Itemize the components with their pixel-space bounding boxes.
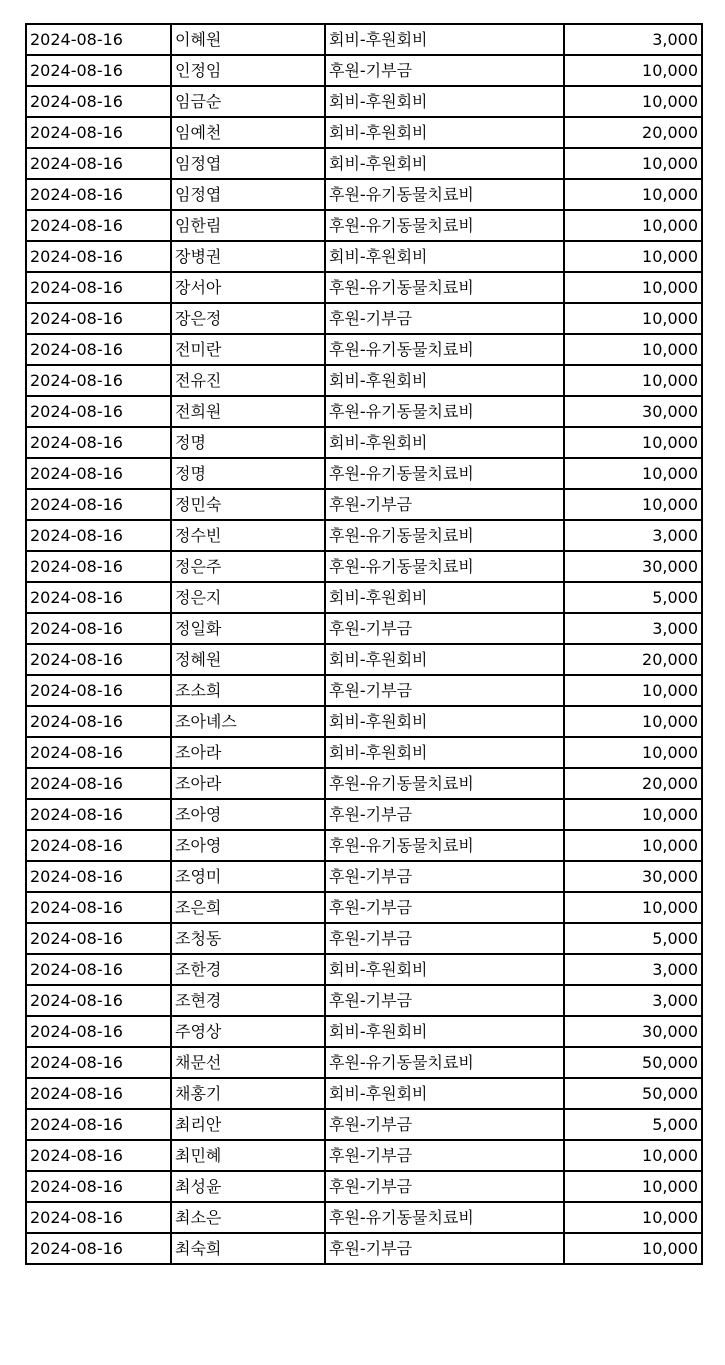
amount-cell: 10,000: [564, 241, 702, 272]
date-cell: 2024-08-16: [26, 241, 171, 272]
donor-name-cell: 임정엽: [171, 179, 325, 210]
donor-name-cell: 장서아: [171, 272, 325, 303]
category-cell: 후원-유기동물치료비: [325, 272, 564, 303]
category-cell: 후원-유기동물치료비: [325, 830, 564, 861]
table-row: [26, 86, 702, 117]
donor-name-cell: 최민혜: [171, 1140, 325, 1171]
category-cell: 후원-기부금: [325, 892, 564, 923]
amount-cell: 10,000: [564, 1202, 702, 1233]
donor-name-cell: 최성윤: [171, 1171, 325, 1202]
donor-name-cell: 조영미: [171, 861, 325, 892]
date-cell: 2024-08-16: [26, 1047, 171, 1078]
date-cell: 2024-08-16: [26, 1202, 171, 1233]
donor-name-cell: 임한림: [171, 210, 325, 241]
amount-cell: 10,000: [564, 86, 702, 117]
table-row: [26, 148, 702, 179]
category-cell: 회비-후원회비: [325, 241, 564, 272]
donor-name-cell: 채홍기: [171, 1078, 325, 1109]
amount-cell: 50,000: [564, 1078, 702, 1109]
amount-cell: 10,000: [564, 799, 702, 830]
category-cell: 회비-후원회비: [325, 1016, 564, 1047]
donor-name-cell: 정민숙: [171, 489, 325, 520]
amount-cell: 20,000: [564, 768, 702, 799]
amount-cell: 10,000: [564, 179, 702, 210]
amount-cell: 10,000: [564, 365, 702, 396]
date-cell: 2024-08-16: [26, 458, 171, 489]
donor-name-cell: 조현경: [171, 985, 325, 1016]
category-cell: 후원-기부금: [325, 55, 564, 86]
category-cell: 후원-기부금: [325, 861, 564, 892]
date-cell: 2024-08-16: [26, 861, 171, 892]
date-cell: 2024-08-16: [26, 1078, 171, 1109]
date-cell: 2024-08-16: [26, 303, 171, 334]
table-row: [26, 1016, 702, 1047]
date-cell: 2024-08-16: [26, 737, 171, 768]
date-cell: 2024-08-16: [26, 1171, 171, 1202]
ledger-body: [26, 24, 702, 1264]
date-cell: 2024-08-16: [26, 427, 171, 458]
date-cell: 2024-08-16: [26, 706, 171, 737]
table-row: [26, 272, 702, 303]
table-row: [26, 1202, 702, 1233]
date-cell: 2024-08-16: [26, 923, 171, 954]
table-row: [26, 1109, 702, 1140]
table-row: [26, 210, 702, 241]
donor-name-cell: 조아라: [171, 737, 325, 768]
date-cell: 2024-08-16: [26, 582, 171, 613]
category-cell: 회비-후원회비: [325, 1078, 564, 1109]
date-cell: 2024-08-16: [26, 954, 171, 985]
amount-cell: 10,000: [564, 830, 702, 861]
category-cell: 회비-후원회비: [325, 706, 564, 737]
category-cell: 후원-기부금: [325, 923, 564, 954]
donor-name-cell: 인정임: [171, 55, 325, 86]
donor-name-cell: 조소희: [171, 675, 325, 706]
donor-name-cell: 조아녜스: [171, 706, 325, 737]
table-row: [26, 923, 702, 954]
amount-cell: 20,000: [564, 117, 702, 148]
table-row: [26, 737, 702, 768]
date-cell: 2024-08-16: [26, 675, 171, 706]
date-cell: 2024-08-16: [26, 334, 171, 365]
amount-cell: 50,000: [564, 1047, 702, 1078]
category-cell: 회비-후원회비: [325, 365, 564, 396]
donor-name-cell: 정혜원: [171, 644, 325, 675]
amount-cell: 30,000: [564, 396, 702, 427]
donation-ledger-table: [25, 23, 703, 1265]
date-cell: 2024-08-16: [26, 365, 171, 396]
table-row: [26, 365, 702, 396]
category-cell: 후원-유기동물치료비: [325, 334, 564, 365]
donor-name-cell: 전미란: [171, 334, 325, 365]
table-row: [26, 985, 702, 1016]
donor-name-cell: 조아영: [171, 799, 325, 830]
date-cell: 2024-08-16: [26, 1016, 171, 1047]
table-row: [26, 24, 702, 55]
amount-cell: 10,000: [564, 706, 702, 737]
amount-cell: 5,000: [564, 1109, 702, 1140]
date-cell: 2024-08-16: [26, 1109, 171, 1140]
table-row: [26, 427, 702, 458]
table-row: [26, 1233, 702, 1264]
donor-name-cell: 정명: [171, 458, 325, 489]
category-cell: 회비-후원회비: [325, 427, 564, 458]
date-cell: 2024-08-16: [26, 613, 171, 644]
donor-name-cell: 채문선: [171, 1047, 325, 1078]
table-row: [26, 396, 702, 427]
donor-name-cell: 최숙희: [171, 1233, 325, 1264]
table-row: [26, 613, 702, 644]
amount-cell: 10,000: [564, 427, 702, 458]
date-cell: 2024-08-16: [26, 830, 171, 861]
category-cell: 후원-기부금: [325, 1233, 564, 1264]
amount-cell: 10,000: [564, 892, 702, 923]
date-cell: 2024-08-16: [26, 86, 171, 117]
table-row: [26, 706, 702, 737]
date-cell: 2024-08-16: [26, 489, 171, 520]
category-cell: 회비-후원회비: [325, 737, 564, 768]
category-cell: 후원-유기동물치료비: [325, 768, 564, 799]
date-cell: 2024-08-16: [26, 985, 171, 1016]
table-row: [26, 954, 702, 985]
date-cell: 2024-08-16: [26, 1140, 171, 1171]
category-cell: 후원-유기동물치료비: [325, 396, 564, 427]
date-cell: 2024-08-16: [26, 24, 171, 55]
donor-name-cell: 최소은: [171, 1202, 325, 1233]
amount-cell: 10,000: [564, 303, 702, 334]
donor-name-cell: 조은희: [171, 892, 325, 923]
table-row: [26, 179, 702, 210]
category-cell: 후원-기부금: [325, 613, 564, 644]
table-row: [26, 861, 702, 892]
donor-name-cell: 임정엽: [171, 148, 325, 179]
category-cell: 회비-후원회비: [325, 582, 564, 613]
category-cell: 후원-기부금: [325, 489, 564, 520]
amount-cell: 5,000: [564, 582, 702, 613]
date-cell: 2024-08-16: [26, 117, 171, 148]
donor-name-cell: 조청동: [171, 923, 325, 954]
date-cell: 2024-08-16: [26, 210, 171, 241]
amount-cell: 5,000: [564, 923, 702, 954]
category-cell: 후원-기부금: [325, 303, 564, 334]
table-row: [26, 334, 702, 365]
date-cell: 2024-08-16: [26, 644, 171, 675]
donor-name-cell: 조한경: [171, 954, 325, 985]
donor-name-cell: 전유진: [171, 365, 325, 396]
donor-name-cell: 정명: [171, 427, 325, 458]
category-cell: 회비-후원회비: [325, 117, 564, 148]
table-row: [26, 458, 702, 489]
donor-name-cell: 장병권: [171, 241, 325, 272]
category-cell: 회비-후원회비: [325, 24, 564, 55]
donor-name-cell: 조아라: [171, 768, 325, 799]
date-cell: 2024-08-16: [26, 396, 171, 427]
donor-name-cell: 정은지: [171, 582, 325, 613]
donor-name-cell: 조아영: [171, 830, 325, 861]
date-cell: 2024-08-16: [26, 799, 171, 830]
table-row: [26, 551, 702, 582]
amount-cell: 3,000: [564, 520, 702, 551]
amount-cell: 10,000: [564, 148, 702, 179]
amount-cell: 10,000: [564, 1171, 702, 1202]
table-row: [26, 675, 702, 706]
table-row: [26, 799, 702, 830]
donor-name-cell: 정수빈: [171, 520, 325, 551]
amount-cell: 30,000: [564, 1016, 702, 1047]
amount-cell: 3,000: [564, 985, 702, 1016]
donor-name-cell: 이혜원: [171, 24, 325, 55]
donor-name-cell: 최리안: [171, 1109, 325, 1140]
donor-name-cell: 전희원: [171, 396, 325, 427]
amount-cell: 10,000: [564, 55, 702, 86]
category-cell: 후원-유기동물치료비: [325, 1047, 564, 1078]
amount-cell: 10,000: [564, 210, 702, 241]
category-cell: 후원-유기동물치료비: [325, 458, 564, 489]
amount-cell: 3,000: [564, 954, 702, 985]
table-row: [26, 241, 702, 272]
amount-cell: 10,000: [564, 272, 702, 303]
donor-name-cell: 임예천: [171, 117, 325, 148]
date-cell: 2024-08-16: [26, 520, 171, 551]
category-cell: 후원-기부금: [325, 1140, 564, 1171]
amount-cell: 3,000: [564, 613, 702, 644]
category-cell: 회비-후원회비: [325, 86, 564, 117]
category-cell: 회비-후원회비: [325, 148, 564, 179]
category-cell: 후원-기부금: [325, 1171, 564, 1202]
category-cell: 후원-유기동물치료비: [325, 551, 564, 582]
category-cell: 후원-유기동물치료비: [325, 1202, 564, 1233]
date-cell: 2024-08-16: [26, 768, 171, 799]
table-row: [26, 489, 702, 520]
table-row: [26, 303, 702, 334]
date-cell: 2024-08-16: [26, 55, 171, 86]
category-cell: 후원-기부금: [325, 985, 564, 1016]
date-cell: 2024-08-16: [26, 551, 171, 582]
table-row: [26, 644, 702, 675]
donor-name-cell: 장은정: [171, 303, 325, 334]
table-row: [26, 830, 702, 861]
table-row: [26, 55, 702, 86]
amount-cell: 10,000: [564, 334, 702, 365]
category-cell: 후원-기부금: [325, 675, 564, 706]
date-cell: 2024-08-16: [26, 148, 171, 179]
category-cell: 회비-후원회비: [325, 644, 564, 675]
donor-name-cell: 정은주: [171, 551, 325, 582]
amount-cell: 10,000: [564, 675, 702, 706]
table-row: [26, 117, 702, 148]
amount-cell: 3,000: [564, 24, 702, 55]
amount-cell: 30,000: [564, 861, 702, 892]
category-cell: 후원-유기동물치료비: [325, 210, 564, 241]
amount-cell: 30,000: [564, 551, 702, 582]
donor-name-cell: 주영상: [171, 1016, 325, 1047]
table-row: [26, 1171, 702, 1202]
donor-name-cell: 정일화: [171, 613, 325, 644]
amount-cell: 10,000: [564, 489, 702, 520]
category-cell: 후원-유기동물치료비: [325, 179, 564, 210]
category-cell: 후원-유기동물치료비: [325, 520, 564, 551]
table-row: [26, 1140, 702, 1171]
table-row: [26, 1078, 702, 1109]
table-row: [26, 892, 702, 923]
category-cell: 후원-기부금: [325, 1109, 564, 1140]
date-cell: 2024-08-16: [26, 272, 171, 303]
date-cell: 2024-08-16: [26, 1233, 171, 1264]
date-cell: 2024-08-16: [26, 179, 171, 210]
amount-cell: 10,000: [564, 1140, 702, 1171]
amount-cell: 10,000: [564, 458, 702, 489]
table-row: [26, 582, 702, 613]
donor-name-cell: 임금순: [171, 86, 325, 117]
amount-cell: 10,000: [564, 1233, 702, 1264]
category-cell: 회비-후원회비: [325, 954, 564, 985]
amount-cell: 10,000: [564, 737, 702, 768]
date-cell: 2024-08-16: [26, 892, 171, 923]
table-row: [26, 1047, 702, 1078]
amount-cell: 20,000: [564, 644, 702, 675]
category-cell: 후원-기부금: [325, 799, 564, 830]
table-row: [26, 520, 702, 551]
table-row: [26, 768, 702, 799]
